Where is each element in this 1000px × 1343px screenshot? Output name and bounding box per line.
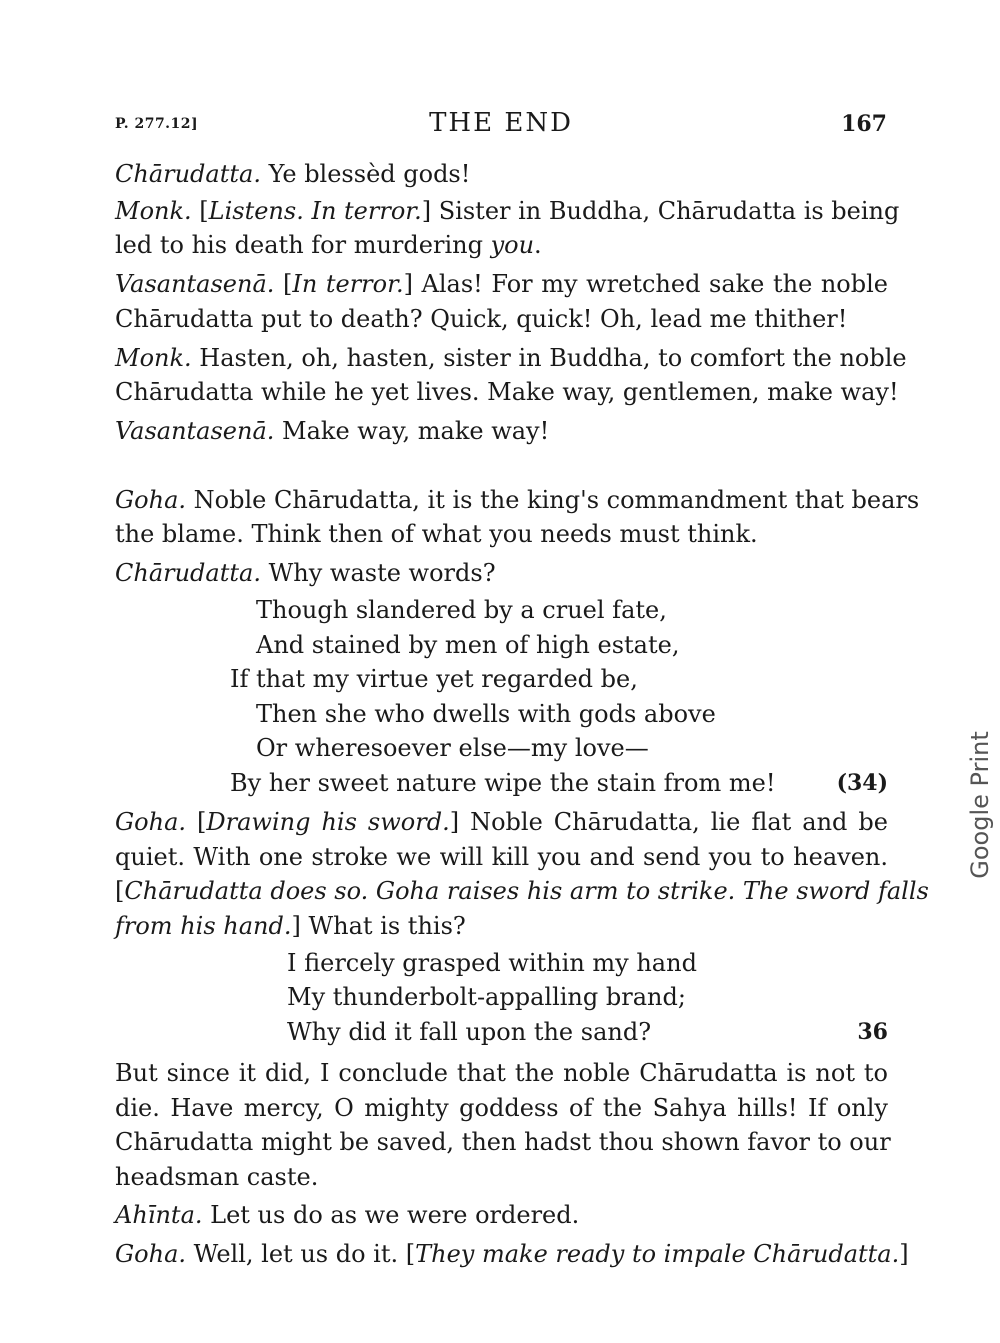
speech-text: ] Alas! For my wretched sake the noble [403,270,888,298]
speech-text: headsman caste. [115,1163,319,1191]
stage-direction: Listens. In terror. [208,197,422,225]
text-line [115,841,888,873]
speech-text: Why waste words? [260,559,496,587]
speaker-name: Goha. [115,486,187,514]
speech-text: Chārudatta put to death? Quick, quick! Oh, lead me thither! [115,305,848,333]
text-line [115,518,758,550]
verse-line: If that my virtue yet regarded be, [230,665,638,693]
speech-text: Make way, make way! [274,417,550,445]
speech-text: quiet. With one stroke we will kill you and send you to heaven. [115,843,888,871]
text-line: Goha. [Drawing his sword.] Noble Chārudatta, lie flat and be [115,808,888,836]
text-line [115,557,496,589]
speaker-name: Chārudatta. [115,160,261,188]
stage-direction: from his hand. [115,912,292,940]
google-print-watermark: Google Print [966,731,994,879]
verse-line: And stained by men of high estate, [256,631,680,659]
speech-text: Let us do as we were ordered. [202,1201,580,1229]
text-line [115,910,466,942]
speech-text: Well, let us do it. [ [186,1240,416,1268]
speaker-name: Vasantasenā. [115,270,275,298]
text-line [115,1057,888,1089]
text-line: Goha. Well, let us do it. [They make ready to impale Chārudatta.] [115,1240,909,1268]
speech-text: led to his death for murdering [115,231,491,259]
stage-direction: Drawing his sword. [206,808,450,836]
speech-text: Chārudatta while he yet lives. Make way, gentlemen, make way! [115,378,899,406]
text-line [115,1161,318,1193]
speech-text: ] Noble Chārudatta, lie flat and be [449,808,888,836]
speaker-name: Monk. [115,197,192,225]
running-header [115,108,887,144]
text-line [115,484,920,516]
stage-direction: They make ready to impale Chārudatta. [415,1240,900,1268]
text-line [115,342,907,374]
speech-text: Ye blessèd gods! [260,160,471,188]
text-line [115,376,899,408]
text-line [115,303,847,335]
speaker-name: Ahīnta. [115,1201,203,1229]
verse-line: My thunderbolt-appalling brand; [287,983,686,1011]
speech-text: die. Have mercy, O mighty goddess of the Sahya hills! If only [115,1094,888,1122]
speaker-name: Goha. [115,1240,187,1268]
speech-text: Noble Chārudatta, it is the king's commandment that bears [186,486,920,514]
page-number: 167 [841,111,887,137]
verse-line: I fiercely grasped within my hand [287,949,697,977]
text-line [115,1199,579,1231]
page-reference: P. 277.12] [115,116,199,132]
verse-line: Why did it fall upon the sand? [287,1018,652,1046]
speech-text: Hasten, oh, hasten, sister in Buddha, to comfort the noble [191,344,907,372]
text-line: led to his death for murdering you. [115,231,542,259]
speech-text: But since it did, I conclude that the noble Chārudatta is not to [115,1059,888,1087]
verse-line: Then she who dwells with gods above [256,700,716,728]
running-title: THE END [429,108,573,138]
verse-number: (34) [836,770,888,796]
speech-text: Chārudatta might be saved, then hadst thou shown favor to our [115,1128,891,1156]
text-line [115,1092,888,1124]
verse-line: By her sweet nature wipe the stain from me! [230,769,776,797]
text-line [115,158,470,190]
verse-line: Though slandered by a cruel fate, [256,596,667,624]
speaker-name: Goha. [115,808,187,836]
emphasis: you [490,231,535,259]
speech-text: ] Sister in Buddha, Chārudatta is being [421,197,900,225]
stage-direction: Chārudatta does so. Goha raises his arm to strike. The sword falls [124,877,929,905]
text-line: Vasantasenā. [In terror.] Alas! For my wretched sake the noble [115,270,888,298]
speech-text: ] What is this? [291,912,466,940]
speech-text: the blame. Think then of what you needs must think. [115,520,758,548]
verse-line: Or wheresoever else—my love— [256,734,649,762]
verse-number: 36 [857,1019,888,1045]
text-line: Monk. [Listens. In terror.] Sister in Buddha, Chārudatta is being [115,197,900,225]
speaker-name: Chārudatta. [115,559,261,587]
text-line [115,1126,891,1158]
speaker-name: Monk. [115,344,192,372]
text-line [115,415,549,447]
speaker-name: Vasantasenā. [115,417,275,445]
text-line: [Chārudatta does so. Goha raises his arm to strike. The sword falls [115,877,929,905]
stage-direction: In terror. [292,270,404,298]
